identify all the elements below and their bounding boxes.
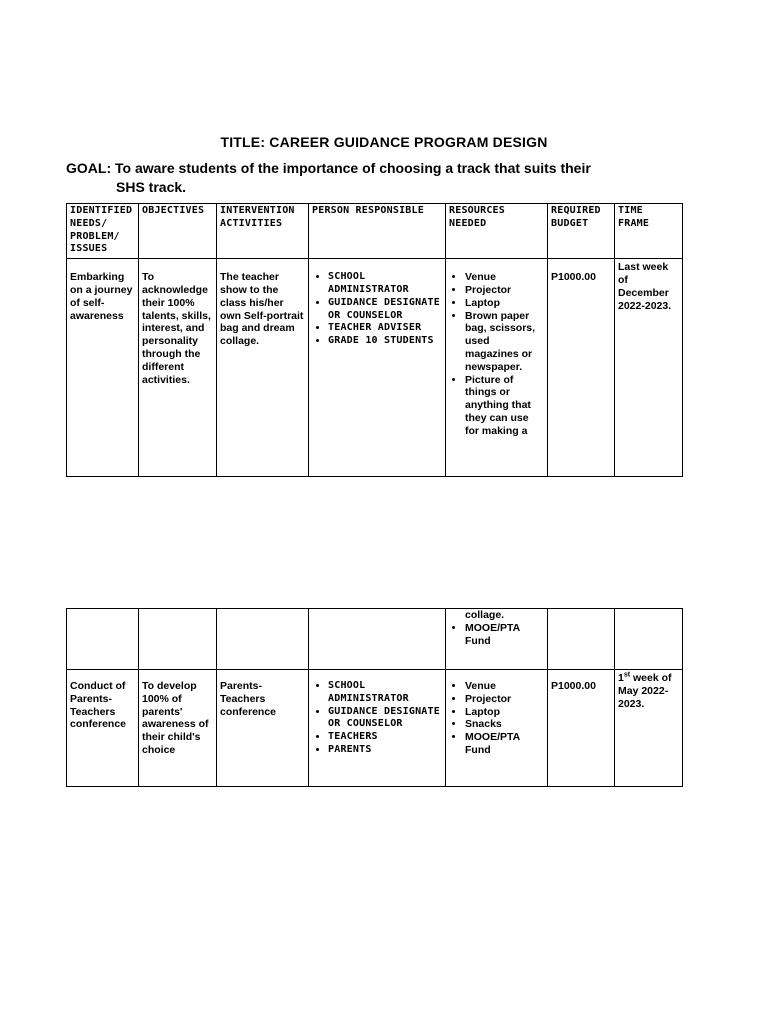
- time-number: 1: [618, 672, 624, 684]
- list-item: • Laptop: [465, 297, 544, 310]
- row2-objectives: To develop 100% of parents' awareness of their child's choice: [139, 670, 217, 787]
- list-item: • Brown paper bag, scissors, used magazines or newspaper.: [465, 310, 544, 374]
- list-item: • GUIDANCE DESIGNATE OR COUNSELOR: [328, 706, 442, 732]
- list-item: • SCHOOL ADMINISTRATOR: [328, 680, 442, 706]
- list-item: • TEACHERS: [328, 731, 442, 744]
- row1-person: [309, 259, 446, 477]
- row1-resources: [446, 259, 548, 477]
- row1-time: Last week of December 2022-2023.: [615, 259, 683, 477]
- header-budget: REQUIRED BUDGET: [548, 204, 615, 259]
- row1-objectives: To acknowledge their 100% talents, skills, interest, and personality through the different activities.: [139, 259, 217, 477]
- row1c-time: [615, 609, 683, 670]
- list-item: • SCHOOL ADMINISTRATOR: [328, 271, 442, 297]
- list-item: • MOOE/PTA Fund: [465, 731, 544, 757]
- table-row: [67, 259, 683, 477]
- row2-budget: P1000.00: [548, 670, 615, 787]
- time-ordinal: st: [623, 671, 631, 679]
- list-item: • Venue: [465, 680, 544, 693]
- goal-line-1: GOAL: To aware students of the importance of choosing a track that suits their: [66, 160, 591, 176]
- program-table-page1: [66, 203, 683, 477]
- goal-statement: [66, 159, 706, 197]
- row1c-person: [309, 609, 446, 670]
- list-item: • Laptop: [465, 706, 544, 719]
- list-item: • Projector: [465, 284, 544, 297]
- row2-activities: Parents-Teachers conference: [217, 670, 309, 787]
- resources-continued-text: collage.: [465, 609, 505, 621]
- row2-time: [615, 670, 683, 787]
- list-item: • Venue: [465, 271, 544, 284]
- document-title: TITLE: CAREER GUIDANCE PROGRAM DESIGN: [220, 134, 548, 150]
- row1c-budget: [548, 609, 615, 670]
- list-item: • MOOE/PTA Fund: [465, 622, 544, 648]
- list-item: • PARENTS: [328, 744, 442, 757]
- row2-needs: Conduct of Parents-Teachers conference: [67, 670, 139, 787]
- row1c-activities: [217, 609, 309, 670]
- header-activities: INTERVENTION ACTIVITIES: [217, 204, 309, 259]
- header-needs: IDENTIFIED NEEDS/ PROBLEM/ ISSUES: [67, 204, 139, 259]
- row1-needs: Embarking on a journey of self-awareness: [67, 259, 139, 477]
- row2-person: [309, 670, 446, 787]
- program-table-page2: [66, 608, 683, 787]
- header-person: PERSON RESPONSIBLE: [309, 204, 446, 259]
- list-item: • GRADE 10 STUDENTS: [328, 335, 442, 348]
- row1-activities: The teacher show to the class his/her own Self-portrait bag and dream collage.: [217, 259, 309, 477]
- table-row-continued: [67, 609, 683, 670]
- table-row: [67, 670, 683, 787]
- time-rest: week of May 2022-2023.: [618, 672, 672, 710]
- header-time: TIME FRAME: [615, 204, 683, 259]
- row1-budget: P1000.00: [548, 259, 615, 477]
- header-objectives: OBJECTIVES: [139, 204, 217, 259]
- goal-line-2: SHS track.: [116, 179, 187, 195]
- row1c-resources: [446, 609, 548, 670]
- list-item: • Projector: [465, 693, 544, 706]
- table-header-row: [67, 204, 683, 259]
- header-resources: RESOURCES NEEDED: [446, 204, 548, 259]
- list-item: • TEACHER ADVISER: [328, 322, 442, 335]
- list-item: • Snacks: [465, 718, 544, 731]
- list-item: • Picture of things or anything that they can use for making a: [465, 374, 544, 438]
- list-item: • GUIDANCE DESIGNATE OR COUNSELOR: [328, 297, 442, 323]
- row2-resources: [446, 670, 548, 787]
- row1c-needs: [67, 609, 139, 670]
- row1c-objectives: [139, 609, 217, 670]
